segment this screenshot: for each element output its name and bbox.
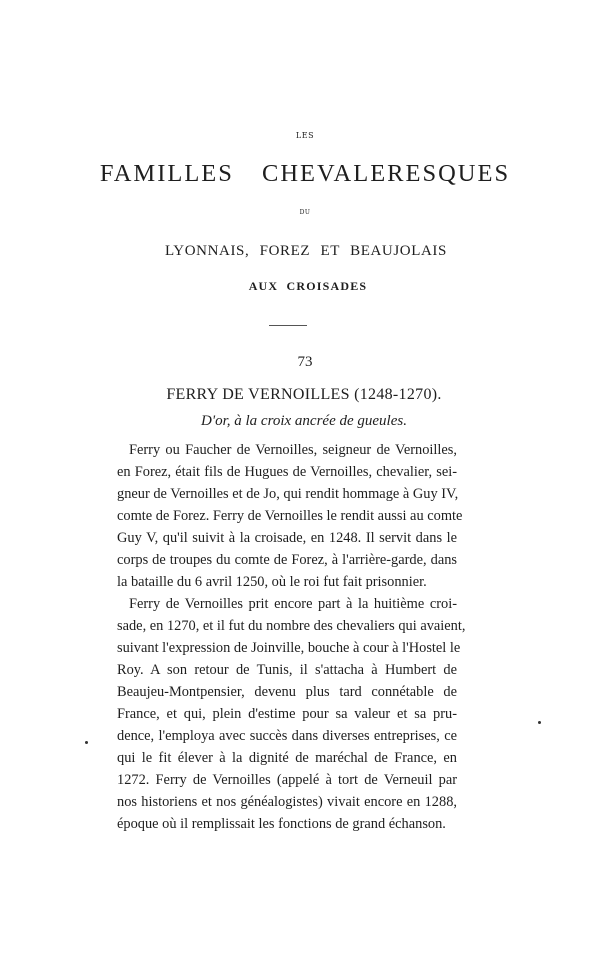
body-line: sade, en 1270, et il fut du nombre des chevaliers qui avaient,	[117, 618, 466, 634]
body-line: Roy. A son retour de Tunis, il s'attacha à Humbert de	[117, 662, 457, 678]
page-title: FAMILLES CHEVALERESQUES	[99, 160, 511, 187]
body-line: époque où il remplissait les fonctions de grand échanson.	[117, 816, 446, 832]
body-line: qui le fit élever à la dignité de maréchal de France, en	[117, 750, 457, 766]
body-line: Ferry de Vernoilles prit encore part à la huitième croi-	[129, 596, 457, 612]
entry-blazon: D'or, à la croix ancrée de gueules.	[201, 413, 407, 429]
print-speck	[538, 721, 541, 724]
body-line: 1272. Ferry de Vernoilles (appelé à tort de Verneuil par	[117, 772, 457, 788]
title-kicker: LES	[295, 131, 315, 140]
body-line: la bataille du 6 avril 1250, où le roi fut fait prisonnier.	[117, 574, 427, 590]
body-line: Guy V, qu'il suivit à la croisade, en 1248. Il servit dans le	[117, 530, 457, 546]
body-line: suivant l'expression de Joinville, bouche à cour à l'Hostel le	[117, 640, 461, 656]
entry-heading: FERRY DE VERNOILLES (1248-1270).	[166, 386, 442, 403]
body-line: dence, l'employa avec succès dans diverses entreprises, ce	[117, 728, 457, 744]
title-connector: DU	[299, 209, 311, 216]
body-line: Beaujeu-Montpensier, devenu plus tard connétable de	[117, 684, 457, 700]
section-divider	[269, 325, 307, 326]
title-subtitle: AUX CROISADES	[248, 279, 368, 293]
body-line: nos historiens et nos généalogistes) vivait encore en 1288,	[117, 794, 457, 810]
body-line: Ferry ou Faucher de Vernoilles, seigneur de Vernoilles,	[129, 442, 457, 458]
body-line: comte de Forez. Ferry de Vernoilles le rendit aussi au comte	[117, 508, 463, 524]
title-regions: LYONNAIS, FOREZ ET BEAUJOLAIS	[165, 243, 447, 259]
entry-number: 73	[297, 354, 313, 370]
body-line: corps de troupes du comte de Forez, à l'arrière-garde, dans	[117, 552, 457, 568]
body-line: France, et qui, plein d'estime pour sa valeur et sa pru-	[117, 706, 457, 722]
print-speck	[85, 741, 88, 744]
body-line: gneur de Vernoilles et de Jo, qui rendit hommage à Guy IV,	[117, 486, 459, 502]
body-line: en Forez, était fils de Hugues de Vernoilles, chevalier, sei-	[117, 464, 457, 480]
